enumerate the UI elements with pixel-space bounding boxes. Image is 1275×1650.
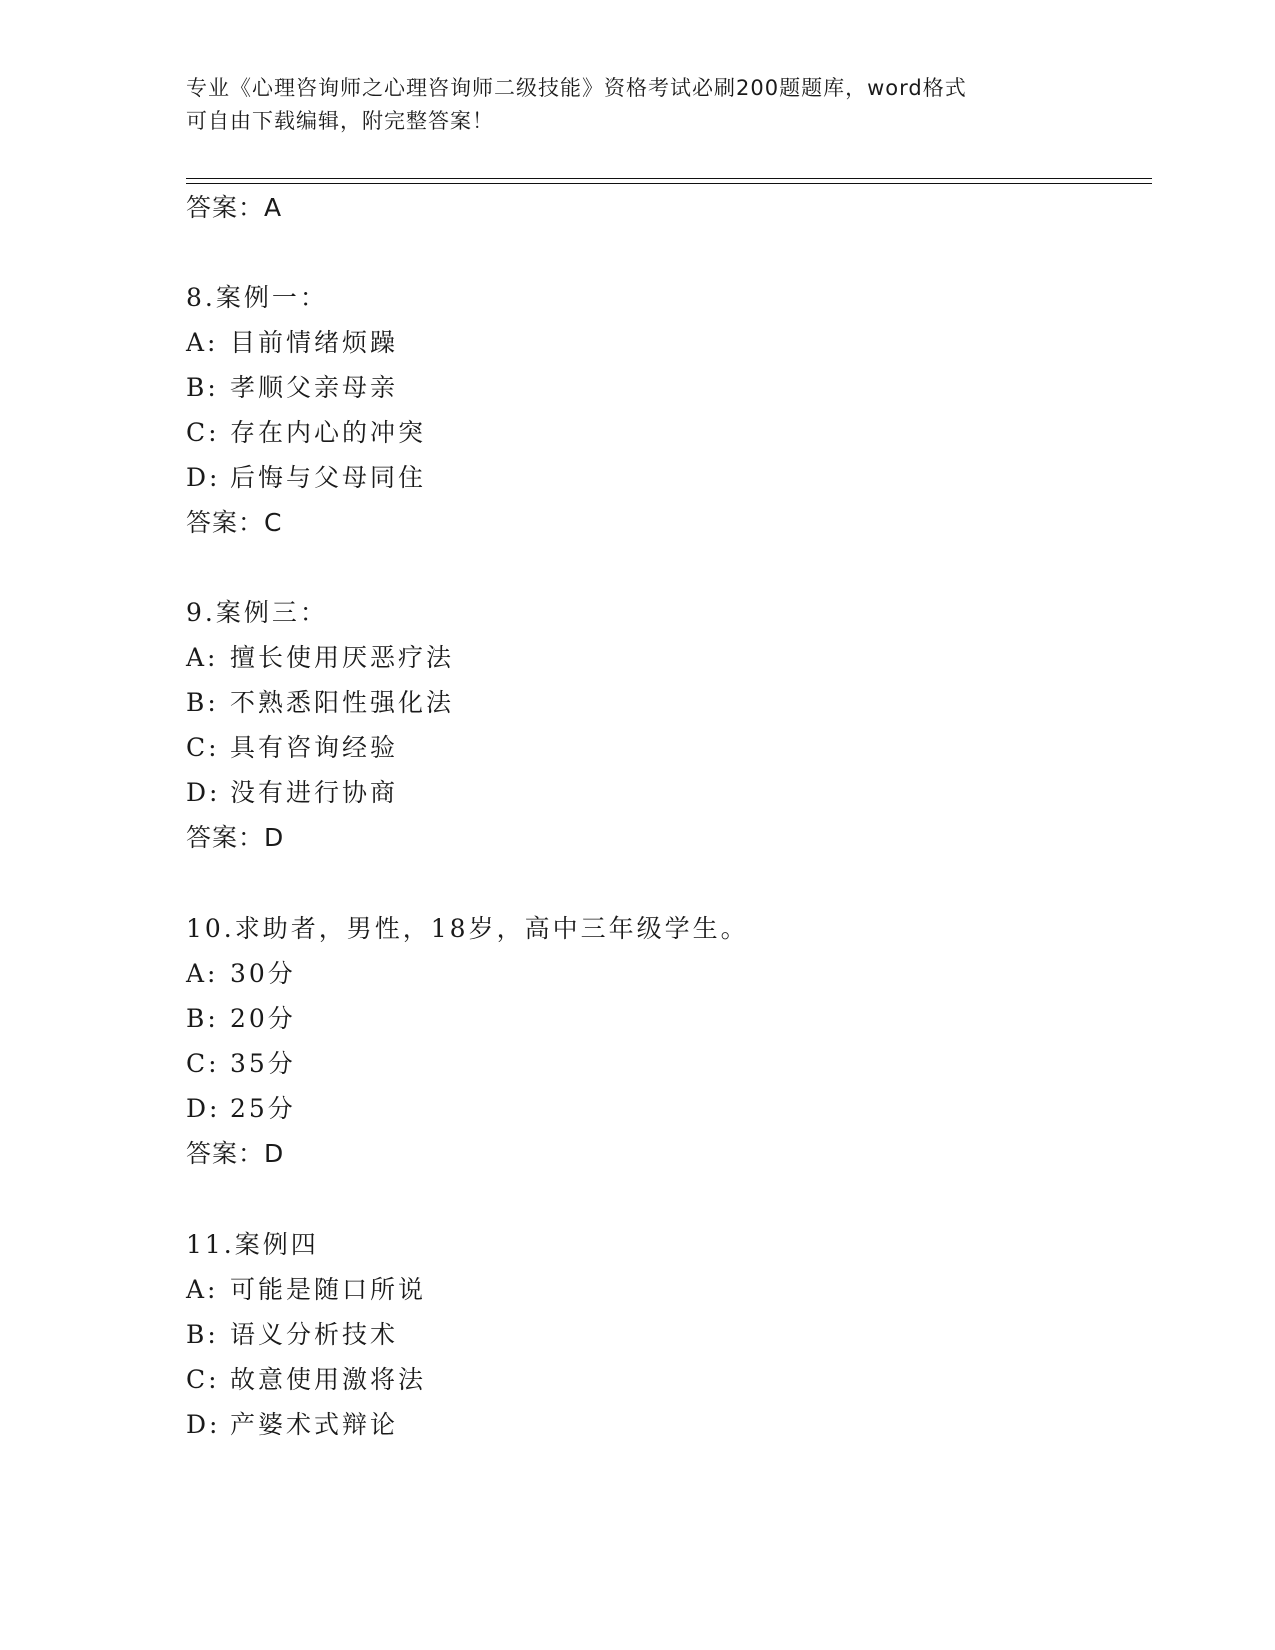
option-text: 20分 bbox=[230, 1004, 296, 1033]
header-line-1: 专业《心理咨询师之心理咨询师二级技能》资格考试必刷200题题库，word格式 bbox=[186, 76, 967, 100]
option-11-a bbox=[186, 1274, 426, 1306]
question-title-10: 10.求助者，男性，18岁，高中三年级学生。 bbox=[186, 914, 749, 943]
option-8-c bbox=[186, 417, 426, 449]
answer-q7: 答案：A bbox=[186, 193, 283, 222]
option-text: 可能是随口所说 bbox=[230, 1275, 427, 1304]
option-text: 擅长使用厌恶疗法 bbox=[230, 643, 455, 672]
option-text: 产婆术式辩论 bbox=[230, 1410, 399, 1439]
option-9-d bbox=[186, 777, 398, 809]
option-text: 25分 bbox=[230, 1094, 296, 1123]
option-text: 35分 bbox=[230, 1049, 296, 1078]
option-letter: D: bbox=[186, 1094, 221, 1123]
option-letter: D: bbox=[186, 463, 221, 492]
option-letter: C: bbox=[186, 418, 220, 447]
option-text: 存在内心的冲突 bbox=[230, 418, 427, 447]
option-11-b bbox=[186, 1319, 398, 1351]
option-letter: D: bbox=[186, 1410, 221, 1439]
option-text: 故意使用激将法 bbox=[230, 1365, 427, 1394]
question-title-8: 8.案例一： bbox=[186, 283, 328, 312]
option-9-c bbox=[186, 732, 398, 764]
option-text: 30分 bbox=[230, 959, 296, 988]
option-11-d bbox=[186, 1409, 398, 1441]
option-letter: B: bbox=[186, 373, 219, 402]
option-8-d bbox=[186, 462, 426, 494]
option-text: 具有咨询经验 bbox=[230, 733, 399, 762]
document-header bbox=[186, 72, 1086, 138]
answer-q10: 答案：D bbox=[186, 1139, 285, 1168]
option-9-b bbox=[186, 687, 454, 719]
question-title-9: 9.案例三： bbox=[186, 598, 328, 627]
option-letter: A: bbox=[186, 328, 219, 357]
option-letter: A: bbox=[186, 643, 219, 672]
option-9-a bbox=[186, 642, 454, 674]
header-divider-top bbox=[186, 178, 1152, 179]
option-8-a bbox=[186, 327, 398, 359]
option-text: 孝顺父亲母亲 bbox=[230, 373, 399, 402]
option-letter: C: bbox=[186, 1365, 220, 1394]
option-text: 目前情绪烦躁 bbox=[230, 328, 399, 357]
option-text: 没有进行协商 bbox=[230, 778, 399, 807]
answer-q8: 答案：C bbox=[186, 508, 283, 537]
answer-q9: 答案：D bbox=[186, 823, 285, 852]
option-11-c bbox=[186, 1364, 426, 1396]
option-text: 不熟悉阳性强化法 bbox=[230, 688, 455, 717]
option-10-c bbox=[186, 1048, 296, 1080]
option-letter: C: bbox=[186, 733, 220, 762]
option-letter: B: bbox=[186, 1004, 219, 1033]
header-line-2: 可自由下载编辑，附完整答案！ bbox=[186, 109, 494, 133]
option-10-a bbox=[186, 958, 296, 990]
option-text: 语义分析技术 bbox=[230, 1320, 399, 1349]
option-text: 后悔与父母同住 bbox=[230, 463, 427, 492]
option-10-d bbox=[186, 1093, 296, 1125]
option-letter: B: bbox=[186, 1320, 219, 1349]
header-divider-bottom bbox=[186, 183, 1152, 184]
option-letter: A: bbox=[186, 959, 219, 988]
option-letter: B: bbox=[186, 688, 219, 717]
option-8-b bbox=[186, 372, 398, 404]
option-letter: A: bbox=[186, 1275, 219, 1304]
option-letter: D: bbox=[186, 778, 221, 807]
option-10-b bbox=[186, 1003, 296, 1035]
question-title-11: 11.案例四 bbox=[186, 1230, 319, 1259]
option-letter: C: bbox=[186, 1049, 220, 1078]
